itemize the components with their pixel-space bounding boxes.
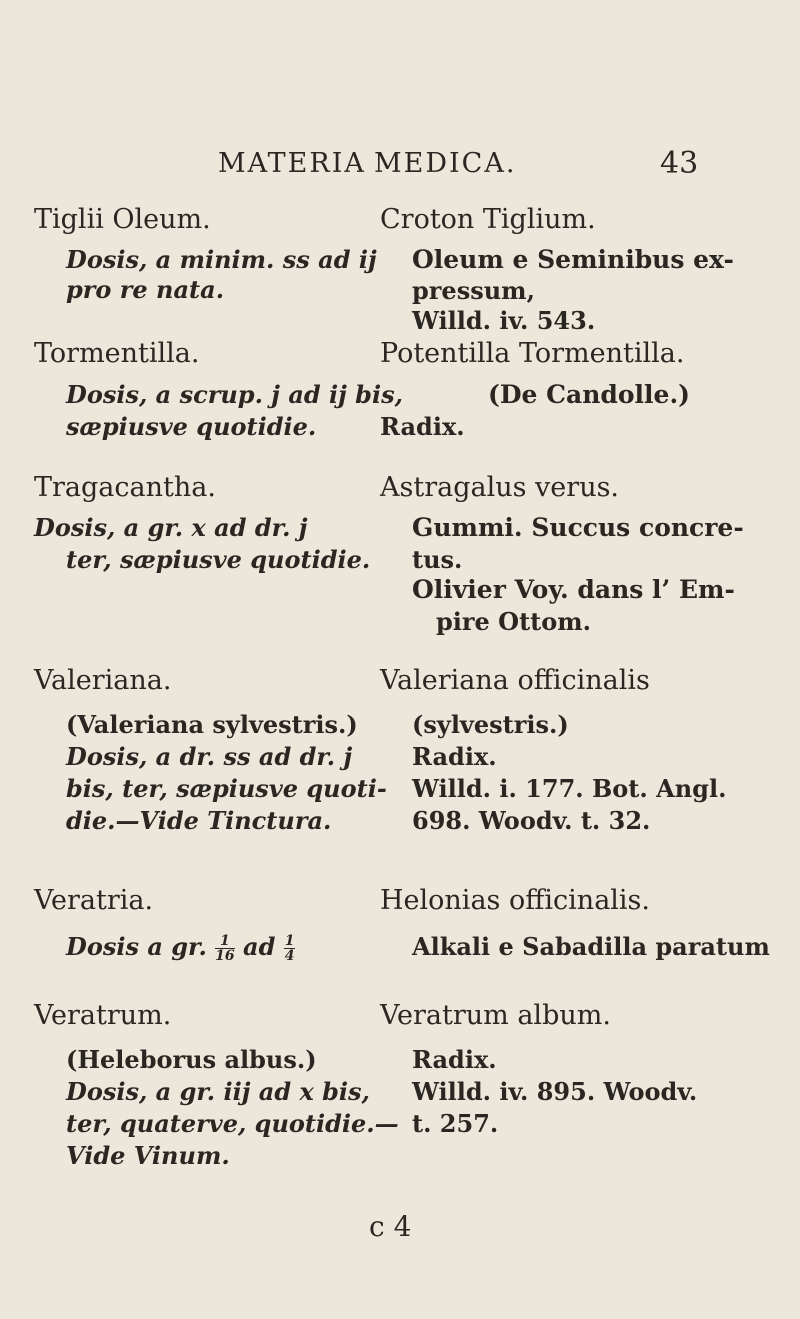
entry-source: Veratrum album. bbox=[380, 1000, 611, 1031]
dose-prefix: Dosis a gr. bbox=[66, 932, 207, 961]
entry-dose bbox=[66, 932, 295, 963]
entry-description: Radix. bbox=[412, 742, 497, 771]
entry-source: Potentilla Tormentilla. bbox=[380, 338, 685, 369]
entry-description: (De Candolle.) bbox=[488, 380, 690, 409]
entry-dose: bis, ter, sæpiusve quoti- bbox=[66, 774, 387, 803]
entry-description: Oleum e Seminibus ex- bbox=[412, 245, 734, 274]
entry-description: Willd. iv. 895. Woodv. bbox=[412, 1077, 698, 1106]
entry-dose: die.—Vide Tinctura. bbox=[66, 806, 332, 835]
entry-description: t. 257. bbox=[412, 1109, 499, 1138]
entry-name: Veratria. bbox=[34, 885, 154, 916]
entry-dose: Vide Vinum. bbox=[66, 1141, 230, 1170]
running-header bbox=[0, 148, 800, 188]
entry-name: Veratrum. bbox=[34, 1000, 172, 1031]
fraction-denominator: 4 bbox=[284, 948, 295, 964]
entry-description: pire Ottom. bbox=[436, 607, 592, 636]
entry-description: 698. Woodv. t. 32. bbox=[412, 806, 651, 835]
entry-description: Alkali e Sabadilla paratum bbox=[412, 932, 770, 961]
entry-dose: ter, quaterve, quotidie.— bbox=[66, 1109, 399, 1138]
fraction bbox=[215, 934, 234, 963]
entry-description: tus. bbox=[412, 545, 463, 574]
entry-dose: Dosis, a dr. ss ad dr. j bbox=[66, 742, 353, 771]
entry-name: Tragacantha. bbox=[34, 472, 216, 503]
entry-name: Valeriana. bbox=[34, 665, 172, 696]
entry-name: Tormentilla. bbox=[34, 338, 200, 369]
header-title-left: MATERIA bbox=[218, 148, 366, 179]
entry-dose: Dosis, a gr. x ad dr. j bbox=[34, 513, 308, 542]
entry-description: Willd. iv. 543. bbox=[412, 306, 596, 335]
entry-description: Radix. bbox=[412, 1045, 497, 1074]
entry-note: (Heleborus albus.) bbox=[66, 1045, 317, 1074]
fraction-denominator: 16 bbox=[215, 948, 235, 964]
signature-mark: c 4 bbox=[369, 1210, 412, 1243]
entry-source: Valeriana officinalis bbox=[380, 665, 650, 696]
entry-description: Radix. bbox=[380, 412, 465, 441]
entry-dose: pro re nata. bbox=[66, 275, 225, 304]
entry-description: Olivier Voy. dans l’ Em- bbox=[412, 575, 735, 604]
entry-dose: sæpiusve quotidie. bbox=[66, 412, 317, 441]
entry-description: Willd. i. 177. Bot. Angl. bbox=[412, 774, 727, 803]
entry-name: Tiglii Oleum. bbox=[34, 204, 211, 235]
entry-source: Astragalus verus. bbox=[380, 472, 620, 503]
dose-mid: ad bbox=[243, 932, 276, 961]
fraction-numerator: 1 bbox=[284, 933, 295, 949]
entry-dose: Dosis, a scrup. j ad ij bis, bbox=[66, 380, 403, 409]
fraction bbox=[284, 934, 296, 963]
entry-dose: Dosis, a gr. iij ad x bis, bbox=[66, 1077, 370, 1106]
entry-description: (sylvestris.) bbox=[412, 710, 569, 739]
entry-dose: ter, sæpiusve quotidie. bbox=[66, 545, 371, 574]
entry-source: Helonias officinalis. bbox=[380, 885, 650, 916]
entry-dose: Dosis, a minim. ss ad ij bbox=[66, 245, 377, 274]
entry-source: Croton Tiglium. bbox=[380, 204, 596, 235]
fraction-numerator: 1 bbox=[215, 934, 234, 949]
entry-description: pressum, bbox=[412, 276, 535, 305]
entry-description: Gummi. Succus concre- bbox=[412, 513, 744, 542]
page-number: 43 bbox=[660, 146, 699, 181]
entry-note: (Valeriana sylvestris.) bbox=[66, 710, 358, 739]
header-title-right: MEDICA. bbox=[374, 148, 517, 179]
